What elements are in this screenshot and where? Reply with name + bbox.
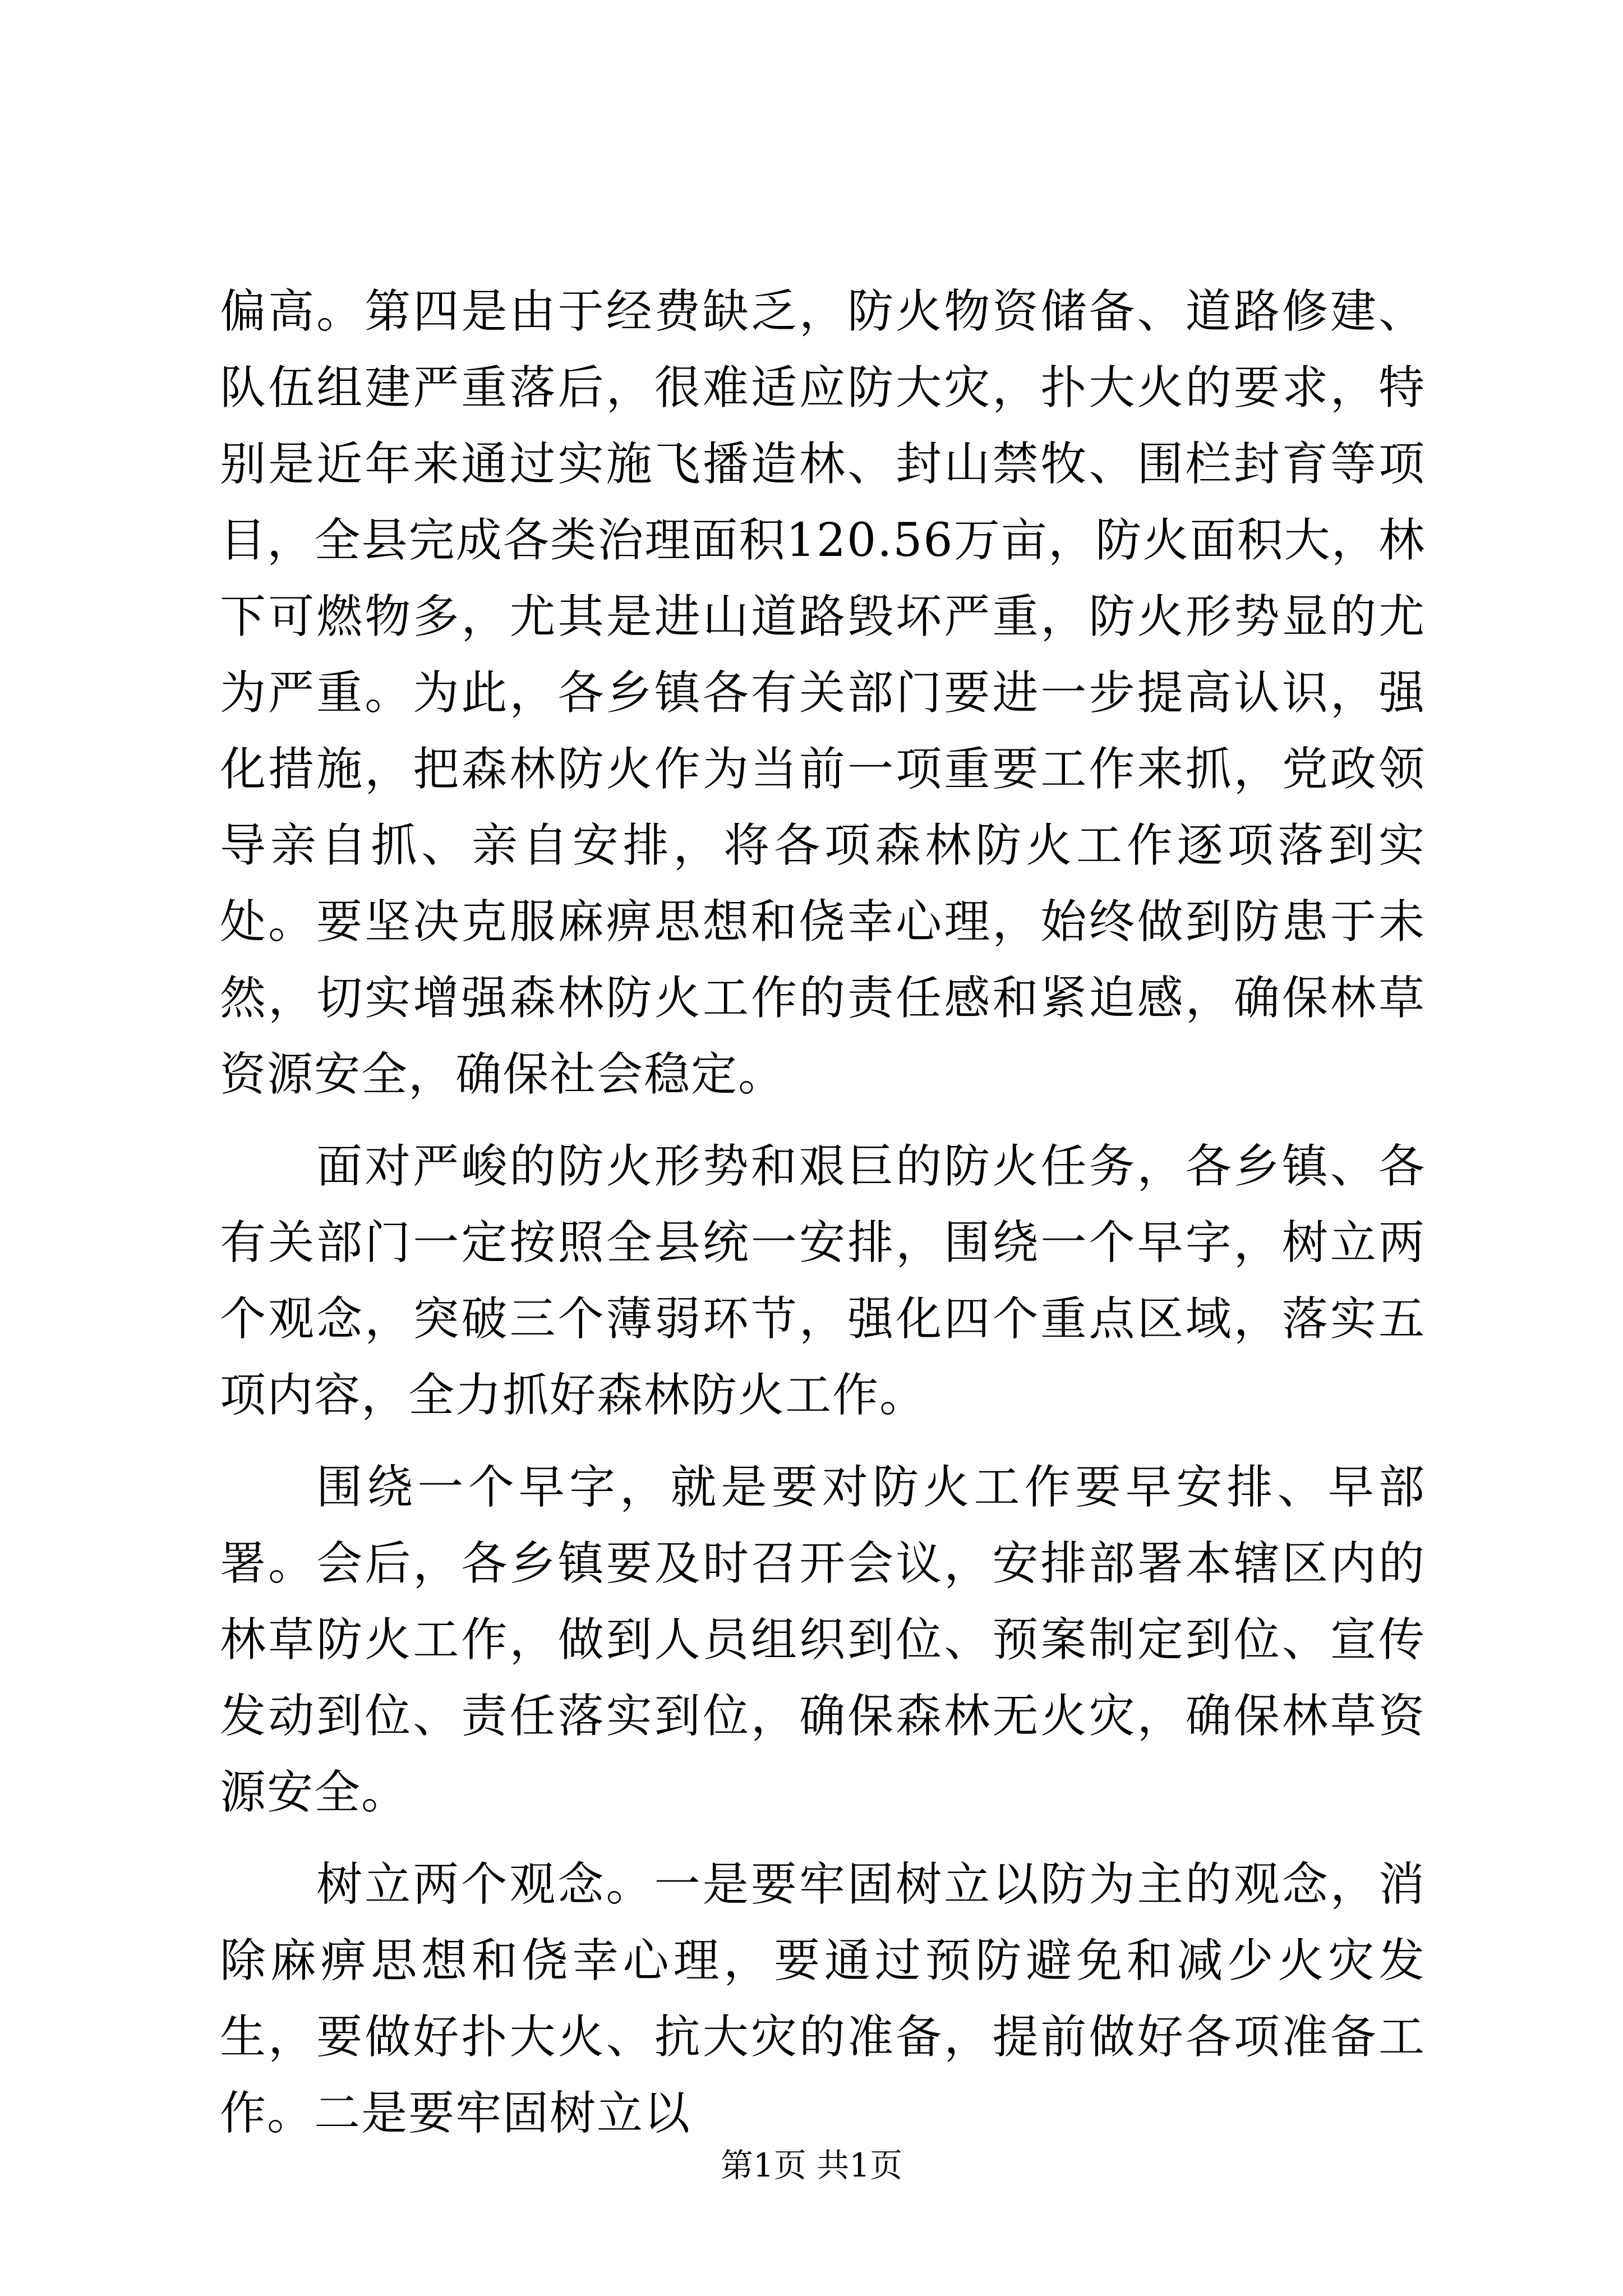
paragraph-continuation: 偏高。第四是由于经费缺乏，防火物资储备、道路修建、队伍组建严重落后，很难适应防大灾，扑大火的要求，特别是近年来通过实施飞播造林、封山禁牧、围栏封育等项目，全县完成各类治理面积120.56万亩，防火面积大，林下可燃物多，尤其是进山道路毁坏严重，防火形势显的尤为严重。为此，各乡镇各有关部门要进一步提高认识，强化措施，把森林防火作为当前一项重要工作来抓，党政领导亲自抓、亲自安排，将各项森林防火工作逐项落到实处。要坚决克服麻痹思想和侥幸心理，始终做到防患于未然，切实增强森林防火工作的责任感和紧迫感，确保林草资源安全，确保社会稳定。 [220, 285, 1426, 1101]
paragraph-early-arrangement: 围绕一个早字，就是要对防火工作要早安排、早部署。会后，各乡镇要及时召开会议，安排部署本辖区内的林草防火工作，做到人员组织到位、预案制定到位、宣传发动到位、责任落实到位，确保森林无火灾，确保林草资源安全。 [220, 1461, 1426, 1819]
paragraph-fire-situation: 面对严峻的防火形势和艰巨的防火任务，各乡镇、各有关部门一定按照全县统一安排，围绕一个早字，树立两个观念，突破三个薄弱环节，强化四个重点区域，落实五项内容，全力抓好森林防火工作。 [220, 1140, 1426, 1422]
page-footer: 第1页 共1页 [720, 2146, 903, 2184]
document-body [220, 274, 1426, 2152]
paragraph-two-concepts: 树立两个观念。一是要牢固树立以防为主的观念，消除麻痹思想和侥幸心理，要通过预防避免和减少火灾发生，要做好扑大火、抗大灾的准备，提前做好各项准备工作。二是要牢固树立以 [220, 1858, 1426, 2140]
